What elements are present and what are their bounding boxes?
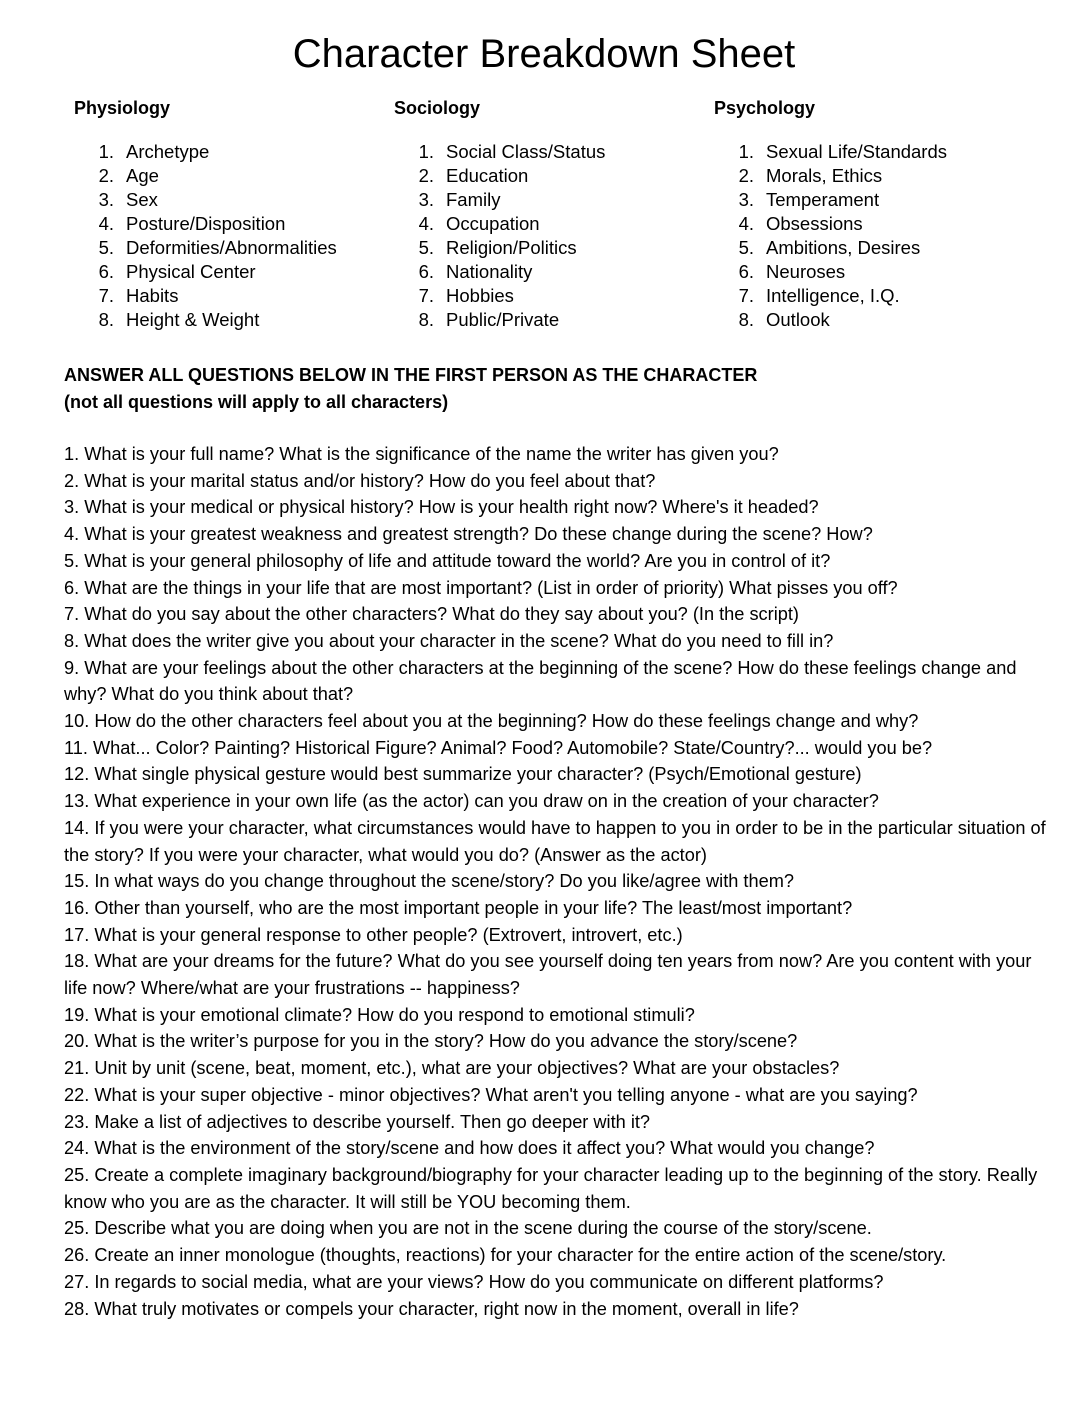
list-item — [394, 188, 724, 212]
sociology-list — [394, 140, 724, 332]
list-item-label: Physical Center — [126, 261, 256, 282]
list-item — [714, 164, 1044, 188]
list-item-label: Sex — [126, 189, 158, 210]
list-item-label: Posture/Disposition — [126, 213, 286, 234]
list-item-label: Hobbies — [446, 285, 514, 306]
list-item-label: Occupation — [446, 213, 540, 234]
column-heading-psychology: Psychology — [714, 98, 816, 118]
sociology-column — [394, 96, 724, 332]
instructions-line-1: ANSWER ALL QUESTIONS BELOW IN THE FIRST PERSON AS THE CHARACTER — [64, 365, 758, 385]
list-item-number: 5. — [418, 237, 434, 258]
list-item-label: Archetype — [126, 141, 210, 162]
question-item: 20. What is the writer’s purpose for you in the story? How do you advance the story/scene? — [64, 1031, 798, 1052]
list-item-number: 4. — [98, 213, 114, 234]
list-item-label: Obsessions — [766, 213, 863, 234]
question-item: 17. What is your general response to other people? (Extrovert, introvert, etc.) — [64, 924, 683, 945]
list-item-label: Religion/Politics — [446, 237, 577, 258]
list-item — [74, 140, 404, 164]
list-item — [74, 236, 404, 260]
question-item: 19. What is your emotional climate? How do you respond to emotional stimuli? — [64, 1004, 695, 1025]
list-item-number: 2. — [98, 165, 114, 186]
list-item — [74, 164, 404, 188]
page-title: Character Breakdown Sheet — [292, 32, 796, 76]
question-item: 26. Create an inner monologue (thoughts, reactions) for your character for the entire action of the scene/story. — [64, 1245, 947, 1266]
column-heading-physiology: Physiology — [74, 98, 171, 118]
list-item-number: 3. — [738, 189, 754, 210]
list-item — [394, 140, 724, 164]
list-item — [394, 236, 724, 260]
list-item-label: Social Class/Status — [446, 141, 606, 162]
list-item — [74, 188, 404, 212]
psychology-list — [714, 140, 1044, 332]
list-item-label: Morals, Ethics — [766, 165, 883, 186]
list-item-label: Sexual Life/Standards — [766, 141, 948, 162]
instructions — [64, 362, 1044, 416]
list-item-number: 7. — [738, 285, 754, 306]
question-item: 12. What single physical gesture would best summarize your character? (Psych/Emotional gesture) — [64, 764, 862, 785]
list-item-number: 8. — [98, 309, 114, 330]
list-item-number: 1. — [98, 141, 114, 162]
list-item-label: Family — [446, 189, 501, 210]
question-item: 1. What is your full name? What is the significance of the name the writer has given you? — [64, 444, 779, 464]
question-item: 9. What are your feelings about the other characters at the beginning of the scene? How do these feelings change and why? What do you think about that? — [64, 657, 1017, 705]
list-item-label: Nationality — [446, 261, 533, 282]
list-item-number: 4. — [738, 213, 754, 234]
physiology-column — [74, 96, 404, 332]
list-item-number: 5. — [98, 237, 114, 258]
list-item-number: 3. — [418, 189, 434, 210]
list-item-number: 1. — [738, 141, 754, 162]
question-item: 23. Make a list of adjectives to describe yourself. Then go deeper with it? — [64, 1111, 651, 1132]
question-item: 6. What are the things in your life that are most important? (List in order of priority) What pisses you off? — [64, 577, 898, 598]
list-item-label: Habits — [126, 285, 179, 306]
list-item-number: 2. — [418, 165, 434, 186]
list-item-number: 3. — [98, 189, 114, 210]
question-item: 3. What is your medical or physical history? How is your health right now? Where's it headed? — [64, 497, 819, 518]
list-item-label: Intelligence, I.Q. — [766, 285, 900, 306]
list-item-label: Deformities/Abnormalities — [126, 237, 337, 258]
list-item — [714, 212, 1044, 236]
question-item: 15. In what ways do you change throughout the scene/story? Do you like/agree with them? — [64, 871, 794, 892]
list-item-number: 5. — [738, 237, 754, 258]
list-item — [74, 212, 404, 236]
list-item — [394, 164, 724, 188]
question-list — [64, 441, 1054, 1322]
list-item — [394, 212, 724, 236]
list-item-number: 1. — [418, 141, 434, 162]
question-item: 2. What is your marital status and/or history? How do you feel about that? — [64, 470, 656, 491]
list-item-number: 8. — [738, 309, 754, 330]
psychology-column — [714, 96, 1044, 332]
question-item: 24. What is the environment of the story/scene and how does it affect you? What would you change? — [64, 1138, 875, 1159]
list-item-number: 7. — [418, 285, 434, 306]
list-item-number: 2. — [738, 165, 754, 186]
physiology-list — [74, 140, 404, 332]
question-item: 27. In regards to social media, what are your views? How do you communicate on different platforms? — [64, 1271, 884, 1292]
question-item: 18. What are your dreams for the future? What do you see yourself doing ten years from now? Are you content with your life now? Where/what are your frustrations -- happiness? — [64, 951, 1032, 999]
question-item: 11. What... Color? Painting? Historical Figure? Animal? Food? Automobile? State/Country?... would you be? — [64, 737, 933, 758]
question-item: 4. What is your greatest weakness and greatest strength? Do these change during the scene? How? — [64, 524, 873, 545]
question-item: 13. What experience in your own life (as the actor) can you draw on in the creation of your character? — [64, 791, 879, 812]
question-item: 25. Create a complete imaginary background/biography for your character leading up to the beginning of the story. Really know who you are as the character. It will still be YOU becoming them. — [64, 1164, 1038, 1212]
column-heading-sociology: Sociology — [394, 98, 481, 118]
list-item-number: 7. — [98, 285, 114, 306]
list-item — [74, 284, 404, 308]
list-item-label: Age — [126, 165, 159, 186]
list-item — [714, 236, 1044, 260]
question-item: 22. What is your super objective - minor objectives? What aren't you telling anyone - what are you saying? — [64, 1084, 918, 1105]
list-item-number: 6. — [98, 261, 114, 282]
list-item — [394, 284, 724, 308]
list-item — [714, 140, 1044, 164]
list-item-label: Temperament — [766, 189, 880, 210]
question-item: 16. Other than yourself, who are the most important people in your life? The least/most important? — [64, 897, 853, 918]
list-item — [714, 188, 1044, 212]
list-item — [394, 308, 724, 332]
question-item: 14. If you were your character, what circumstances would have to happen to you in order to be in the particular situation of the story? If you were your character, what would you do? (Answer as the actor) — [64, 817, 1046, 865]
question-item: 21. Unit by unit (scene, beat, moment, etc.), what are your objectives? What are your obstacles? — [64, 1058, 840, 1079]
question-item: 8. What does the writer give you about your character in the scene? What do you need to fill in? — [64, 630, 834, 651]
list-item-number: 8. — [418, 309, 434, 330]
question-item: 10. How do the other characters feel about you at the beginning? How do these feelings change and why? — [64, 711, 919, 732]
question-item: 28. What truly motivates or compels your character, right now in the moment, overall in life? — [64, 1298, 799, 1319]
list-item-label: Education — [446, 165, 529, 186]
list-item — [394, 260, 724, 284]
list-item — [714, 308, 1044, 332]
list-item — [74, 308, 404, 332]
question-item: 25. Describe what you are doing when you are not in the scene during the course of the story/scene. — [64, 1218, 872, 1239]
list-item-number: 4. — [418, 213, 434, 234]
list-item-label: Height & Weight — [126, 309, 260, 330]
list-item — [74, 260, 404, 284]
list-item — [714, 284, 1044, 308]
list-item-label: Ambitions, Desires — [766, 237, 921, 258]
question-item: 7. What do you say about the other characters? What do they say about you? (In the script) — [64, 604, 799, 625]
instructions-line-2: (not all questions will apply to all characters) — [64, 392, 449, 412]
question-item: 5. What is your general philosophy of life and attitude toward the world? Are you in control of it? — [64, 550, 831, 571]
list-item-label: Public/Private — [446, 309, 560, 330]
list-item-label: Neuroses — [766, 261, 846, 282]
list-item-number: 6. — [738, 261, 754, 282]
list-item-label: Outlook — [766, 309, 830, 330]
list-item — [714, 260, 1044, 284]
list-item-number: 6. — [418, 261, 434, 282]
